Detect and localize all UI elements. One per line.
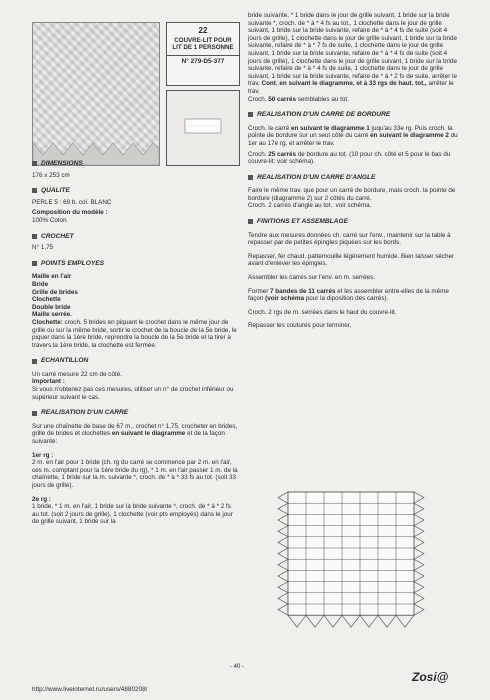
bordure-p2: Croch. 25 carrés de bordure au tot. (10 pour ch. côté et 5 pour le bas du couvre-lit: voir schéma). (248, 150, 451, 166)
page-number: - 40 - (230, 664, 245, 670)
composition-label: Composition du modèle : (32, 209, 108, 217)
point-item: Clochette (32, 296, 61, 304)
schema-left-points (278, 492, 288, 615)
square-bullet-icon (248, 112, 253, 117)
rang-2-text: 1 bride, * 1 m. en l'air, 1 bride sur la bride suivante *, croch. de * à * 2 fs au tot. (soit 2 jours de grille), 1 clochette (voir pts employés) dans le jour de grille suivant, 1 bride sur la (32, 503, 233, 526)
clochette-label: Clochette: (32, 318, 63, 326)
realisation-intro: Sur une chaînette de base de 67 m., crochet n° 1,75, crocheter en brides, grille de brides et clochettes en suivant le diagramme et de la façon suivante: (32, 422, 238, 446)
schema-bottom-points (288, 615, 414, 627)
echantillon-text: Un carré mesure 22 cm de côté. (32, 370, 122, 378)
left-column (32, 160, 238, 529)
schema-frame (288, 492, 414, 615)
bordure-p1: Croch. le carré en suivant le diagramme 1 juqu'au 33e rg. Puis croch. la pointe de bordure sur un seul côté du carré en suivant le diagramme 2 du 1er au 17e rg, et arrêter le trav. (248, 124, 458, 147)
bedspread-photo (32, 22, 160, 166)
rang-1-label: 1er rg : (32, 451, 54, 459)
swatch-drawing (167, 91, 239, 165)
dimensions-text: 176 x 253 cm (32, 171, 70, 179)
point-item: Bride (32, 280, 49, 288)
rang-2-label: 2e rg : (32, 495, 51, 503)
angle-p2: Croch. 2 carrés d'angle au tot.: voir schéma. (248, 202, 372, 210)
reference-card (166, 22, 240, 86)
continued-text: bride suivante, * 1 bride dans le jour de grille suivant, 1 bride sur la bride suivante *, croch. de * à * 4 fs au tot., 1 clochette dans le jour de grille suivant, 1 bride sur la bride suivante, refaire de * à * 4 fs de suite (soit 4 jours de grille), 1 clochette dans le jour de grille suivant, 1 bride sur la bride suivante, refaire de * à * 7 fs de suite, 1 clochette dans le jour de grille suivant, 1 bride sur la bride suivante, refaire de * à * 4 fs de suite (soit 4 jours de grille), 1 clochette dans le jour de grille suivant, 1 bride sur la bride suivante, refaire de * à * 4 fs de suite, 1 clochette dans le jour de grille suivant, 1 bride sur la bride suivante, refaire de * à * 2 fs de suite, arrêter le trav. Cont. en suivant le diagramme, et à 33 rgs de haut. tot., arrêter le trav. (248, 12, 457, 95)
realisation-heading: REALISATION D'UN CARRE (32, 409, 238, 417)
points-heading: POINTS EMPLOYES (32, 260, 238, 268)
swatch-box (166, 90, 240, 166)
point-item: Maille en l'air (32, 273, 72, 281)
card-number: 22 (198, 26, 208, 35)
finitions-p2: Repasser, fer chaud, pattemouille légèrement humide. Bien laisser sécher avant d'enlever les épingles. (248, 252, 455, 268)
finitions-p4: Former 7 bandes de 11 carrés et les assembler entre-elles de la même façon (voir schéma pour la diposition des carrés). (248, 287, 449, 303)
square-bullet-icon (32, 234, 37, 239)
point-item: Grille de brides (32, 288, 78, 296)
finitions-p3: Assembler les carrés sur l'env. en m. serrées. (248, 274, 376, 282)
finitions-p5: Croch. 2 rgs de m. serrées dans le haut du couvre-lit. (248, 308, 397, 316)
clochette-paragraph (32, 319, 238, 349)
crochet-text: N° 1,75 (32, 244, 54, 252)
important-text: Si vous n'obtenez pas ces mesures, utiliser un n° de crochet inférieur ou supérieur suivant le cas. (32, 386, 234, 401)
composition-text: 100% Coton (32, 216, 67, 224)
square-bullet-icon (32, 411, 37, 416)
finitions-p6: Repasser les coutures pour terminer. (248, 322, 352, 330)
important-label: Important : (32, 378, 65, 386)
signature: Zosi@ (412, 670, 449, 684)
point-item: Double bride (32, 303, 71, 311)
total-squares: Croch. 50 carrés semblables au tot. (248, 95, 349, 103)
finitions-p1: Tendre aux mesures données ch. carré sur l'env., maintenir sur la table à repasser par de petites épingles piquées sur les bords. (248, 231, 451, 247)
square-bullet-icon (32, 161, 37, 166)
finitions-heading: FINITIONS ET ASSEMBLAGE (248, 218, 460, 226)
square-bullet-icon (32, 188, 37, 193)
right-column (248, 12, 460, 333)
square-bullet-icon (32, 359, 37, 364)
assembly-schema (268, 488, 436, 636)
qualite-heading: QUALITE (32, 187, 238, 195)
qualite-text: PERLE 5 : 69 b. col. BLANC (32, 198, 112, 206)
schema-right-points (414, 492, 424, 615)
card-title: COUVRE-LIT POUR LIT DE 1 PERSONNE (172, 37, 234, 52)
clochette-text: croch. 5 brides en piquant le crochet dans le même jour de grille ou sur la même bride, sortir le crochet de la boucle de la 5e bride, le piquer dans la 1ère bride, reprendre la boucle de la 5e bride et la tirer à travers la 1ère bride, la clochette est fermée. (32, 318, 237, 349)
card-reference: N° 279-D5-377 (167, 55, 239, 65)
square-bullet-icon (248, 219, 253, 224)
bordure-heading: REALISATION D'UN CARRE DE BORDURE (248, 111, 460, 119)
point-item: Maille serrée. (32, 311, 72, 319)
echantillon-heading: ECHANTILLON (32, 357, 238, 365)
points-list (32, 273, 238, 319)
square-bullet-icon (32, 261, 37, 266)
angle-p1: Faire le même trav. que pour un carré de bordure, mais croch. la pointe de bordure (diagramme 2) sur 2 côtés du carré. (248, 187, 456, 202)
source-url: http://www.liveinternet.ru/users/4880208/ (32, 686, 148, 693)
dimensions-heading: DIMENSIONS (32, 160, 238, 168)
rang-1-text: 2 m. en l'air pour 1 bride (ch. rg du carré se commence par 2 m. en l'air, ces m. comptant pour la 1ère bride du rg), * 1 m. en l'air passer 1 m. de la chaînette, 1 bride sur la m. suivante *, croch. de * à * 33 fs au tot. (soit 33 jours de grille). (32, 459, 238, 489)
square-bullet-icon (248, 175, 253, 180)
crochet-heading: CROCHET (32, 233, 238, 241)
angle-heading: REALISATION D'UN CARRE D'ANGLE (248, 174, 460, 182)
schema-grid (278, 492, 424, 627)
